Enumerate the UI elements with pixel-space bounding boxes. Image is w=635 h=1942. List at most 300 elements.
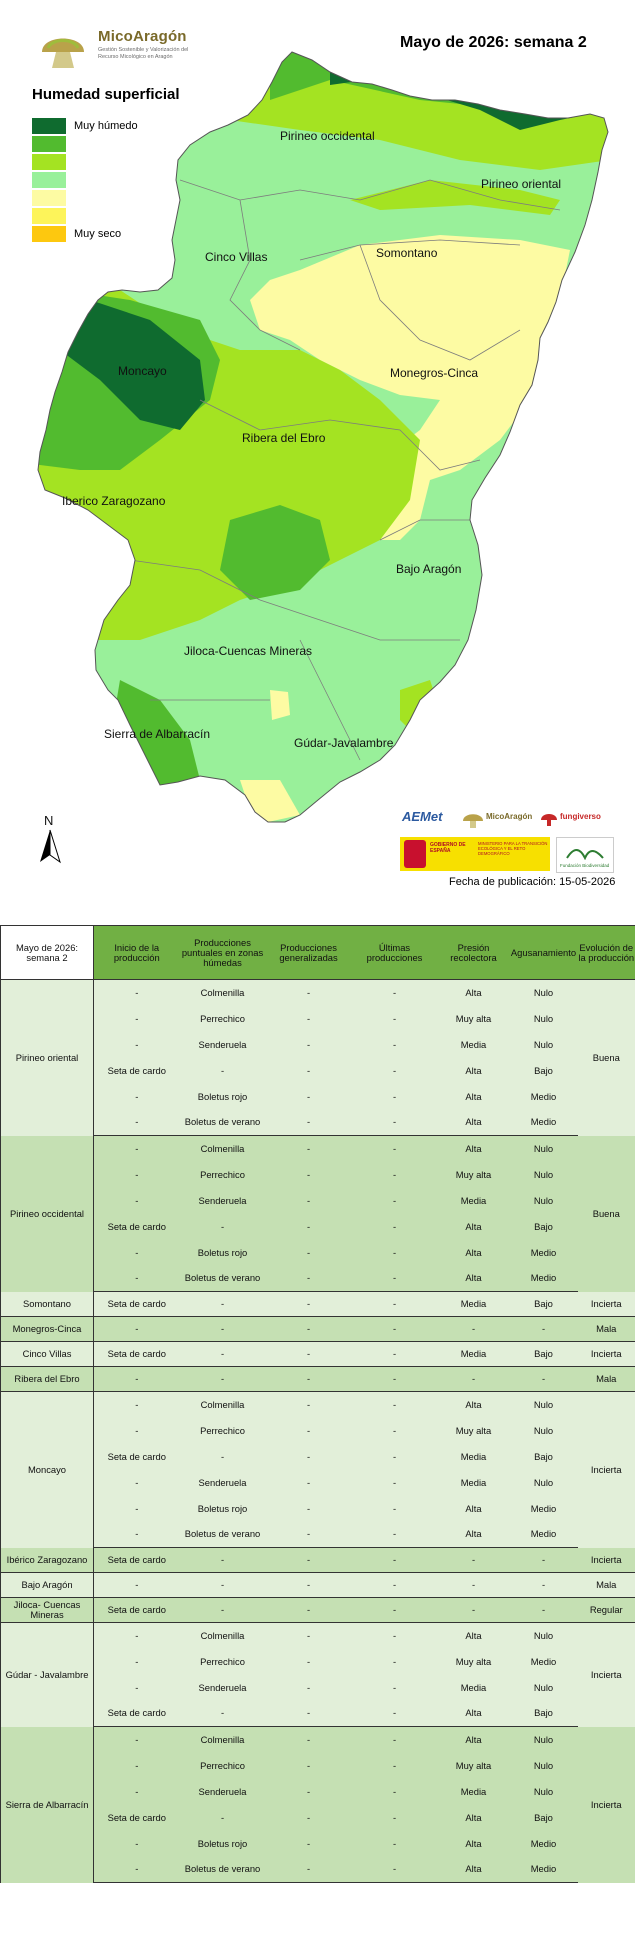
legend-swatch	[32, 208, 66, 224]
table-row	[1, 1573, 635, 1598]
table-cell: -	[352, 1214, 438, 1240]
table-cell: Senderuela	[180, 1779, 266, 1805]
legend-item	[32, 118, 138, 134]
table-cell: Seta de cardo	[94, 1701, 180, 1727]
table-cell: Media	[438, 1342, 510, 1367]
table-row	[1, 1214, 635, 1240]
legend-item	[32, 208, 138, 224]
table-cell: Alta	[438, 1496, 510, 1522]
table-cell: -	[94, 1496, 180, 1522]
region-cell: Ibérico Zaragozano	[1, 1548, 94, 1573]
evolution-cell: Mala	[578, 1573, 635, 1598]
table-cell: Perrechico	[180, 1162, 266, 1188]
table-cell: -	[94, 1266, 180, 1292]
table-cell: -	[510, 1573, 578, 1598]
micoaragon-small-logo	[462, 810, 533, 833]
table-cell: Boletus rojo	[180, 1831, 266, 1857]
table-cell: Seta de cardo	[94, 1342, 180, 1367]
table-cell: Media	[438, 1188, 510, 1214]
table-cell: Alta	[438, 1623, 510, 1649]
evolution-cell: Mala	[578, 1367, 635, 1392]
region-cell: Cinco Villas	[1, 1342, 94, 1367]
region-cell: Monegros-Cinca	[1, 1317, 94, 1342]
table-cell: -	[352, 1058, 438, 1084]
table-row	[1, 1598, 635, 1623]
table-cell: -	[94, 1675, 180, 1701]
table-cell: -	[180, 1598, 266, 1623]
table-cell: Seta de cardo	[94, 1598, 180, 1623]
production-table	[0, 925, 635, 1883]
table-cell: -	[94, 1522, 180, 1548]
table-cell: -	[352, 1496, 438, 1522]
table-cell: Alta	[438, 1701, 510, 1727]
table-cell: Bajo	[510, 1214, 578, 1240]
table-row	[1, 1136, 635, 1162]
table-cell: -	[94, 1470, 180, 1496]
table-cell: Colmenilla	[180, 1392, 266, 1418]
table-cell: -	[352, 1342, 438, 1367]
table-row	[1, 1110, 635, 1136]
table-cell: -	[266, 1831, 352, 1857]
table-cell: -	[266, 1214, 352, 1240]
table-cell: Bajo	[510, 1292, 578, 1317]
table-row	[1, 1266, 635, 1292]
table-row	[1, 1240, 635, 1266]
table-cell: -	[266, 1266, 352, 1292]
table-cell: Nulo	[510, 1188, 578, 1214]
evolution-cell: Buena	[578, 1136, 635, 1292]
table-row	[1, 1342, 635, 1367]
table-cell: -	[180, 1444, 266, 1470]
grass-icon	[565, 840, 605, 860]
table-cell: -	[94, 1623, 180, 1649]
fundacion-text: Fundación Biodiversidad	[560, 863, 610, 868]
north-arrow-icon	[40, 830, 60, 862]
table-cell: -	[266, 1805, 352, 1831]
table-cell: Media	[438, 1779, 510, 1805]
coat-of-arms-icon	[404, 840, 426, 868]
legend-item	[32, 154, 138, 170]
table-row	[1, 1418, 635, 1444]
region-label-monegros-cinca: Monegros-Cinca	[390, 366, 479, 380]
table-cell: -	[438, 1367, 510, 1392]
table-cell: Muy alta	[438, 1162, 510, 1188]
table-cell: Medio	[510, 1831, 578, 1857]
region-label-pirineo-oriental: Pirineo oriental	[481, 177, 562, 191]
table-cell: Seta de cardo	[94, 1548, 180, 1573]
table-cell: Medio	[510, 1649, 578, 1675]
table-cell: -	[94, 1831, 180, 1857]
table-cell: Boletus rojo	[180, 1084, 266, 1110]
legend-label: Muy seco	[74, 228, 122, 240]
table-row	[1, 1006, 635, 1032]
map-title: Mayo de 2026: semana 2	[400, 34, 587, 51]
table-cell: Media	[438, 1032, 510, 1058]
table-cell: -	[510, 1548, 578, 1573]
table-cell: -	[352, 1522, 438, 1548]
table-row	[1, 1162, 635, 1188]
table-cell: Alta	[438, 1240, 510, 1266]
table-cell: Nulo	[510, 980, 578, 1006]
table-cell: Senderuela	[180, 1675, 266, 1701]
header-puntuales: Producciones puntuales en zonas húmedas	[180, 926, 266, 980]
table-cell: Alta	[438, 1136, 510, 1162]
table-cell: -	[352, 1649, 438, 1675]
table-cell: -	[94, 1084, 180, 1110]
table-cell: -	[266, 1136, 352, 1162]
table-cell: Alta	[438, 980, 510, 1006]
table-cell: -	[266, 1058, 352, 1084]
table-cell: -	[266, 1444, 352, 1470]
region-cell: Gúdar - Javalambre	[1, 1623, 94, 1727]
table-cell: -	[180, 1701, 266, 1727]
table-cell: -	[266, 1367, 352, 1392]
table-cell: -	[180, 1548, 266, 1573]
table-cell: Media	[438, 1444, 510, 1470]
table-cell: -	[94, 1006, 180, 1032]
table-cell: -	[266, 1292, 352, 1317]
table-cell: Muy alta	[438, 1753, 510, 1779]
table-cell: Bajo	[510, 1701, 578, 1727]
table-cell: -	[438, 1573, 510, 1598]
header-evolucion: Evolución de la producción	[578, 926, 635, 980]
table-cell: -	[352, 1727, 438, 1753]
table-row	[1, 1623, 635, 1649]
table-cell: -	[352, 1805, 438, 1831]
table-cell: Bajo	[510, 1342, 578, 1367]
region-label-bajo-aragon: Bajo Aragón	[396, 562, 462, 576]
table-cell: Alta	[438, 1110, 510, 1136]
table-cell: Bajo	[510, 1444, 578, 1470]
table-cell: -	[94, 1392, 180, 1418]
legend-label: Muy húmedo	[74, 120, 138, 132]
table-cell: -	[352, 1753, 438, 1779]
table-cell: -	[352, 1032, 438, 1058]
region-cell: Ribera del Ebro	[1, 1367, 94, 1392]
region-label-pirineo-occidental: Pirineo occidental	[280, 129, 375, 143]
north-label: N	[44, 813, 54, 828]
evolution-cell: Mala	[578, 1317, 635, 1342]
table-cell: -	[266, 1675, 352, 1701]
region-cell: Bajo Aragón	[1, 1573, 94, 1598]
table-cell: -	[266, 1779, 352, 1805]
evolution-cell: Incierta	[578, 1548, 635, 1573]
table-cell: -	[180, 1367, 266, 1392]
table-cell: Alta	[438, 1805, 510, 1831]
table-cell: Alta	[438, 1522, 510, 1548]
table-cell: -	[352, 1779, 438, 1805]
table-cell: Boletus de verano	[180, 1266, 266, 1292]
table-cell: -	[266, 980, 352, 1006]
legend-item	[32, 172, 138, 188]
legend-swatch	[32, 154, 66, 170]
table-cell: -	[94, 980, 180, 1006]
table-row	[1, 1188, 635, 1214]
mushroom-small-icon	[462, 810, 484, 828]
table-cell: Colmenilla	[180, 1136, 266, 1162]
table-cell: -	[352, 1317, 438, 1342]
table-row	[1, 1058, 635, 1084]
mushroom-icon	[38, 24, 88, 70]
table-cell: -	[352, 1136, 438, 1162]
table-cell: -	[94, 1188, 180, 1214]
legend-swatch	[32, 226, 66, 242]
logo-name: MicoAragón	[98, 28, 187, 45]
table-row	[1, 1675, 635, 1701]
table-cell: -	[94, 1418, 180, 1444]
table-row	[1, 1496, 635, 1522]
table-cell: -	[94, 1779, 180, 1805]
logo-tagline: Gestión Sostenible y Valorización del Recurso Micológico en Aragón	[98, 47, 189, 60]
table-cell: Senderuela	[180, 1470, 266, 1496]
table-cell: Media	[438, 1292, 510, 1317]
table-cell: Nulo	[510, 1392, 578, 1418]
region-label-moncayo: Moncayo	[118, 364, 167, 378]
table-cell: -	[266, 1317, 352, 1342]
table-cell: -	[510, 1317, 578, 1342]
table-row	[1, 1317, 635, 1342]
region-label-ribera-del-ebro: Ribera del Ebro	[242, 431, 326, 445]
table-cell: -	[352, 1084, 438, 1110]
region-cell: Somontano	[1, 1292, 94, 1317]
table-cell: -	[94, 1162, 180, 1188]
table-row	[1, 1649, 635, 1675]
region-label-gudar: Gúdar-Javalambre	[294, 736, 394, 750]
table-row	[1, 1392, 635, 1418]
table-cell: -	[352, 980, 438, 1006]
table-cell: -	[266, 1548, 352, 1573]
table-cell: -	[352, 1470, 438, 1496]
table-cell: -	[266, 1727, 352, 1753]
table-row	[1, 1831, 635, 1857]
table-row	[1, 1727, 635, 1753]
table-cell: Perrechico	[180, 1006, 266, 1032]
region-label-somontano: Somontano	[376, 246, 438, 260]
table-cell: Muy alta	[438, 1006, 510, 1032]
table-row	[1, 1753, 635, 1779]
table-corner-cell: Mayo de 2026: semana 2	[1, 926, 94, 980]
table-cell: -	[266, 1649, 352, 1675]
header-generalizadas: Producciones generalizadas	[266, 926, 352, 980]
table-cell: Seta de cardo	[94, 1805, 180, 1831]
table-cell: -	[94, 1032, 180, 1058]
table-cell: -	[94, 1727, 180, 1753]
table-row	[1, 1367, 635, 1392]
region-label-iberico-zaragozano: Iberico Zaragozano	[62, 494, 166, 508]
table-cell: -	[266, 1623, 352, 1649]
table-row	[1, 1522, 635, 1548]
table-cell: -	[180, 1214, 266, 1240]
table-cell: -	[266, 1188, 352, 1214]
region-cell: Sierra de Albarracín	[1, 1727, 94, 1883]
region-cell: Jiloca- Cuencas Mineras	[1, 1598, 94, 1623]
table-row	[1, 1292, 635, 1317]
table-cell: -	[352, 1444, 438, 1470]
publication-date: Fecha de publicación: 15-05-2026	[449, 876, 616, 888]
table-cell: Nulo	[510, 1753, 578, 1779]
table-cell: Seta de cardo	[94, 1292, 180, 1317]
region-cell: Pirineo oriental	[1, 980, 94, 1136]
ministerio-text: MINISTERIO PARA LA TRANSICIÓN ECOLÓGICA Y EL RETO DEMOGRÁFICO	[478, 841, 548, 856]
table-cell: -	[180, 1573, 266, 1598]
table-cell: -	[352, 1240, 438, 1266]
table-row	[1, 1548, 635, 1573]
table-cell: -	[438, 1548, 510, 1573]
table-cell: Alta	[438, 1084, 510, 1110]
table-cell: -	[266, 1162, 352, 1188]
table-cell: Medio	[510, 1084, 578, 1110]
table-cell: -	[94, 1367, 180, 1392]
table-cell: Perrechico	[180, 1418, 266, 1444]
table-cell: -	[266, 1857, 352, 1883]
table-cell: -	[352, 1857, 438, 1883]
table-row	[1, 1701, 635, 1727]
table-cell: -	[180, 1342, 266, 1367]
micoaragon-small-text: MicoAragón	[486, 812, 533, 821]
table-cell: -	[94, 1110, 180, 1136]
table-cell: Alta	[438, 1392, 510, 1418]
table-cell: Media	[438, 1675, 510, 1701]
gobierno-text: GOBIERNO DE ESPAÑA	[430, 842, 466, 854]
table-cell: -	[352, 1367, 438, 1392]
table-cell: -	[94, 1240, 180, 1266]
table-row	[1, 1032, 635, 1058]
table-cell: -	[352, 1188, 438, 1214]
region-label-sierra-albarracin: Sierra de Albarracín	[104, 727, 211, 741]
fungiverso-icon	[540, 810, 558, 826]
table-cell: Medio	[510, 1240, 578, 1266]
table-cell: Nulo	[510, 1162, 578, 1188]
evolution-cell: Incierta	[578, 1392, 635, 1548]
table-cell: Medio	[510, 1110, 578, 1136]
table-cell: Media	[438, 1470, 510, 1496]
table-cell: -	[352, 1162, 438, 1188]
region-label-jiloca: Jiloca-Cuencas Mineras	[184, 644, 313, 658]
table-row	[1, 1470, 635, 1496]
table-cell: Alta	[438, 1857, 510, 1883]
table-header-row	[1, 926, 635, 980]
table-body	[1, 980, 635, 1883]
table-cell: Seta de cardo	[94, 1058, 180, 1084]
table-cell: -	[266, 1701, 352, 1727]
table-cell: -	[266, 1240, 352, 1266]
table-cell: -	[94, 1753, 180, 1779]
table-cell: -	[352, 1292, 438, 1317]
table-cell: Nulo	[510, 1006, 578, 1032]
table-cell: Nulo	[510, 1032, 578, 1058]
table-cell: Alta	[438, 1058, 510, 1084]
map-section	[0, 0, 635, 905]
table-cell: Nulo	[510, 1623, 578, 1649]
table-cell: Muy alta	[438, 1418, 510, 1444]
table-cell: -	[94, 1857, 180, 1883]
table-cell: -	[352, 1675, 438, 1701]
table-cell: Nulo	[510, 1675, 578, 1701]
table-cell: -	[266, 1522, 352, 1548]
legend	[32, 118, 138, 244]
evolution-cell: Incierta	[578, 1727, 635, 1883]
table-cell: -	[352, 1548, 438, 1573]
table-cell: -	[94, 1136, 180, 1162]
table-cell: -	[352, 1701, 438, 1727]
table-cell: Bajo	[510, 1805, 578, 1831]
table-cell: -	[180, 1058, 266, 1084]
legend-swatch	[32, 136, 66, 152]
table-cell: Perrechico	[180, 1753, 266, 1779]
table-cell: Nulo	[510, 1779, 578, 1805]
table-cell: -	[510, 1598, 578, 1623]
table-cell: -	[94, 1649, 180, 1675]
fundacion-logo	[556, 837, 614, 873]
table-cell: -	[266, 1470, 352, 1496]
table-cell: Boletus rojo	[180, 1496, 266, 1522]
table-cell: -	[352, 1110, 438, 1136]
region-cell: Pirineo occidental	[1, 1136, 94, 1292]
table-row	[1, 1084, 635, 1110]
aemet-logo	[402, 808, 442, 826]
table-cell: -	[352, 1831, 438, 1857]
table-cell: Alta	[438, 1266, 510, 1292]
fungiverso-text: fungiverso	[560, 812, 601, 821]
legend-swatch	[32, 190, 66, 206]
header-presion: Presión recolectora	[438, 926, 510, 980]
aemet-logo-text: AEMet	[402, 809, 443, 824]
table-cell: Seta de cardo	[94, 1214, 180, 1240]
table-cell: Alta	[438, 1727, 510, 1753]
table-row	[1, 980, 635, 1006]
region-cell: Moncayo	[1, 1392, 94, 1548]
legend-item	[32, 226, 138, 242]
legend-item	[32, 136, 138, 152]
table-cell: Senderuela	[180, 1032, 266, 1058]
table-cell: -	[352, 1573, 438, 1598]
table-cell: Colmenilla	[180, 1727, 266, 1753]
table-cell: Alta	[438, 1831, 510, 1857]
table-cell: Nulo	[510, 1470, 578, 1496]
header-inicio: Inicio de la producción	[94, 926, 180, 980]
table-cell: -	[266, 1418, 352, 1444]
table-row	[1, 1779, 635, 1805]
table-cell: Boletus de verano	[180, 1110, 266, 1136]
table-cell: Nulo	[510, 1136, 578, 1162]
table-cell: -	[266, 1084, 352, 1110]
table-cell: -	[510, 1367, 578, 1392]
table-cell: -	[266, 1032, 352, 1058]
table-cell: -	[266, 1342, 352, 1367]
header-agusanamiento: Agusanamiento	[510, 926, 578, 980]
table-cell: Perrechico	[180, 1649, 266, 1675]
table-cell: Medio	[510, 1266, 578, 1292]
table-cell: -	[352, 1418, 438, 1444]
table-row	[1, 1444, 635, 1470]
table-cell: -	[266, 1392, 352, 1418]
table-cell: Bajo	[510, 1058, 578, 1084]
table-cell: -	[180, 1805, 266, 1831]
table-cell: -	[352, 1623, 438, 1649]
header-ultimas: Últimas producciones	[352, 926, 438, 980]
evolution-cell: Buena	[578, 980, 635, 1136]
table-cell: -	[352, 1006, 438, 1032]
table-cell: -	[266, 1006, 352, 1032]
table-cell: -	[180, 1292, 266, 1317]
table-row	[1, 1857, 635, 1883]
table-cell: -	[266, 1573, 352, 1598]
table-cell: -	[438, 1317, 510, 1342]
table-cell: -	[266, 1598, 352, 1623]
table-cell: Boletus de verano	[180, 1857, 266, 1883]
legend-swatch	[32, 118, 66, 134]
region-label-cinco-villas: Cinco Villas	[205, 250, 268, 264]
